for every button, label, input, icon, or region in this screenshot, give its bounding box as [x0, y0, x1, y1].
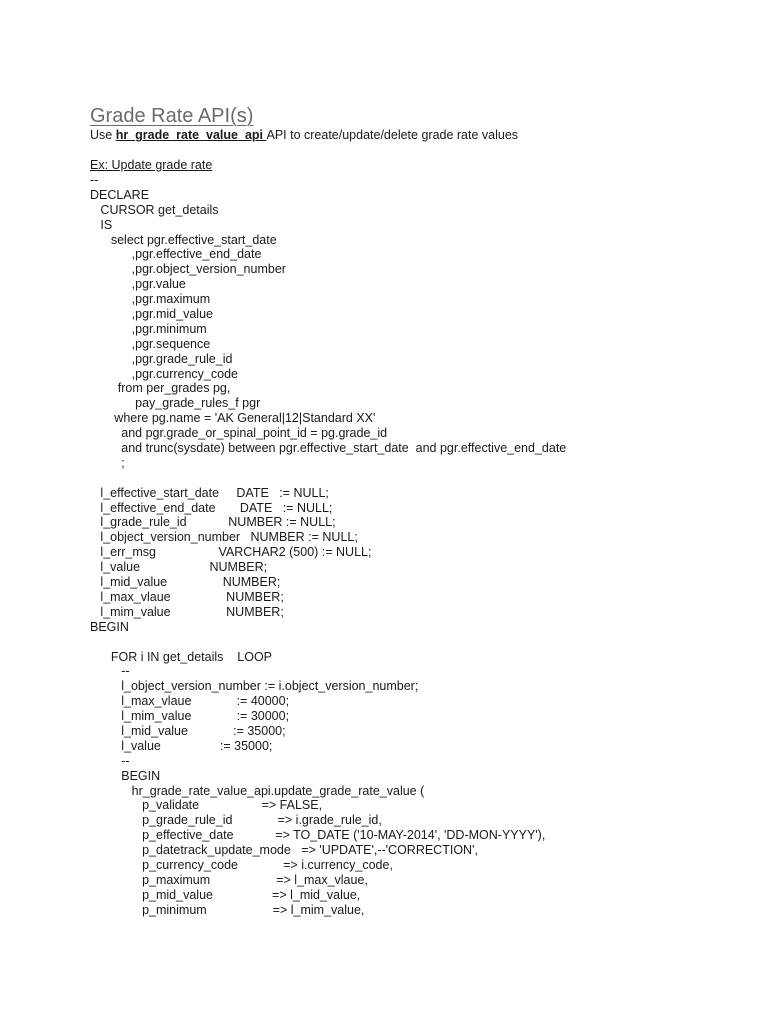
- code-line: from per_grades pg,: [90, 381, 231, 396]
- page-title: Grade Rate API(s): [90, 105, 254, 127]
- code-line: ,pgr.sequence: [90, 336, 211, 351]
- code-line: hr_grade_rate_value_api.update_grade_rate_value (: [90, 783, 425, 798]
- code-line: ,pgr.grade_rule_id: [90, 351, 233, 366]
- api-name: hr_grade_rate_value_api: [115, 128, 267, 142]
- code-line: ,pgr.minimum: [90, 321, 207, 336]
- code-line: l_mid_value := 35000;: [90, 723, 286, 738]
- code-line: where pg.name = 'AK General|12|Standard XX': [90, 411, 376, 426]
- code-line: l_object_version_number := i.object_version_number;: [90, 679, 419, 694]
- code-line: ;: [90, 455, 125, 470]
- code-line: ,pgr.object_version_number: [90, 262, 286, 277]
- code-line: l_effective_start_date DATE := NULL;: [90, 485, 329, 500]
- code-line: DECLARE: [90, 187, 150, 202]
- code-line: p_currency_code => i.currency_code,: [90, 857, 393, 872]
- code-line: and trunc(sysdate) between pgr.effective_start_date and pgr.effective_end_date: [90, 441, 567, 456]
- code-line: l_value := 35000;: [90, 738, 273, 753]
- code-line: l_effective_end_date DATE := NULL;: [90, 500, 333, 515]
- code-line: l_max_vlaue := 40000;: [90, 694, 290, 709]
- code-line: --: [90, 173, 99, 187]
- code-line: and pgr.grade_or_spinal_point_id = pg.grade_id: [90, 426, 388, 441]
- code-line: p_mid_value => l_mid_value,: [90, 887, 361, 902]
- code-line: select pgr.effective_start_date: [90, 232, 277, 247]
- code-line: [90, 635, 566, 650]
- code-line: FOR i IN get_details LOOP: [90, 649, 273, 664]
- code-line: p_datetrack_update_mode => 'UPDATE',--'CORRECTION',: [90, 843, 478, 858]
- code-line: l_max_vlaue NUMBER;: [90, 589, 284, 604]
- code-block: [90, 173, 566, 918]
- code-line: p_maximum => l_max_vlaue,: [90, 872, 368, 887]
- code-line: IS: [90, 217, 113, 232]
- code-line: ,pgr.mid_value: [90, 307, 213, 322]
- code-line: l_mim_value := 30000;: [90, 709, 290, 724]
- intro-suffix: API to create/update/delete grade rate values: [266, 128, 519, 142]
- code-line: l_grade_rule_id NUMBER := NULL;: [90, 515, 336, 530]
- code-line: --: [90, 753, 130, 768]
- code-line: ,pgr.currency_code: [90, 366, 238, 381]
- code-line: ,pgr.value: [90, 277, 186, 292]
- code-line: BEGIN: [90, 768, 161, 783]
- code-line: ,pgr.effective_end_date: [90, 247, 262, 262]
- code-line: l_object_version_number NUMBER := NULL;: [90, 530, 358, 545]
- code-line: BEGIN: [90, 619, 129, 634]
- code-line: p_minimum => l_mim_value,: [90, 902, 365, 917]
- code-line: [90, 471, 566, 486]
- example-heading: Ex: Update grade rate: [90, 158, 213, 172]
- code-line: l_value NUMBER;: [90, 560, 268, 575]
- code-line: l_mim_value NUMBER;: [90, 604, 284, 619]
- code-line: CURSOR get_details: [90, 202, 219, 217]
- code-line: l_err_msg VARCHAR2 (500) := NULL;: [90, 545, 372, 560]
- code-line: p_effective_date => TO_DATE ('10-MAY-2014', 'DD-MON-YYYY'),: [90, 828, 546, 843]
- intro-paragraph: [90, 128, 518, 142]
- code-line: p_grade_rule_id => i.grade_rule_id,: [90, 813, 382, 828]
- code-line: pay_grade_rules_f pgr: [90, 396, 261, 411]
- code-line: p_validate => FALSE,: [90, 798, 323, 813]
- intro-prefix: Use: [90, 128, 116, 142]
- code-line: ,pgr.maximum: [90, 292, 211, 307]
- code-line: l_mid_value NUMBER;: [90, 575, 281, 590]
- code-line: --: [90, 664, 130, 679]
